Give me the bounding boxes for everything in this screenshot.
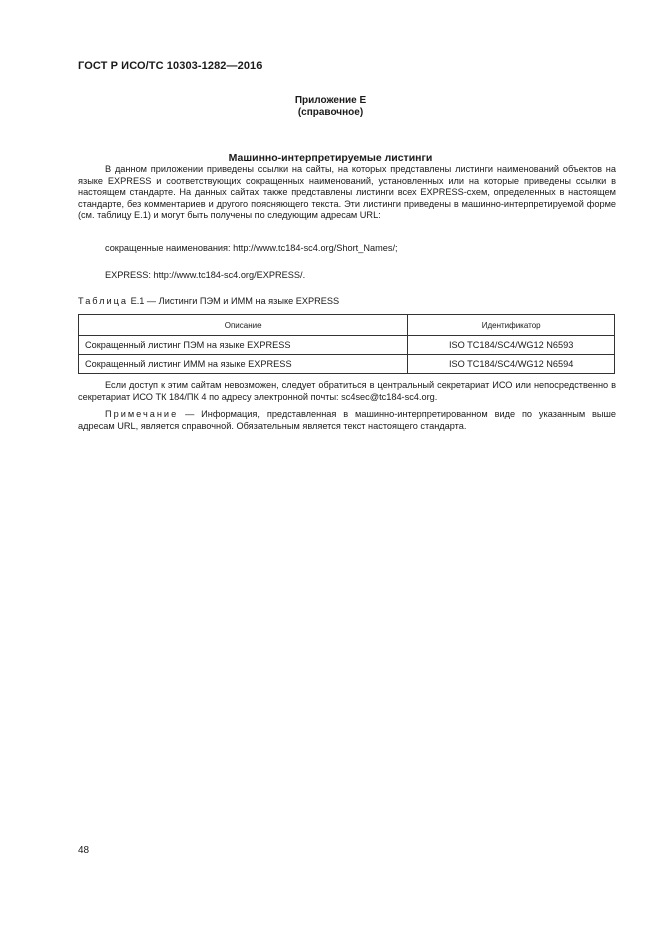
appendix-heading bbox=[0, 95, 661, 119]
short-names-link[interactable]: сокращенные наименования: http://www.tc184-sc4.org/Short_Names/; bbox=[105, 243, 398, 253]
listings-table bbox=[78, 314, 615, 374]
table-caption-prefix: Таблица bbox=[78, 296, 129, 306]
table-caption bbox=[78, 296, 339, 306]
header-identifier: Идентификатор bbox=[408, 315, 615, 336]
table-row bbox=[79, 336, 615, 355]
row-identifier: ISO TC184/SC4/WG12 N6594 bbox=[408, 355, 615, 374]
document-code: ГОСТ Р ИСО/ТС 10303-1282—2016 bbox=[78, 60, 263, 72]
note-label: Примечание bbox=[105, 409, 179, 419]
table-header-row bbox=[79, 315, 615, 336]
note-text: — Информация, представленная в машинно-интерпретированном виде по указанным выше адресам URL, является справочной. Обязательным является текст настоящего стандарта. bbox=[78, 409, 616, 431]
page-number: 48 bbox=[78, 845, 90, 856]
express-link[interactable]: EXPRESS: http://www.tc184-sc4.org/EXPRESS/. bbox=[105, 270, 306, 280]
intro-paragraph: В данном приложении приведены ссылки на сайты, на которых представлены листинги наименований объектов на языке EXPRESS и соответствующих сокращенных наименований, установленных или на которые приведены ссылки в настоящем стандарте. На данных сайтах также представлены листинги всех EXPRESS-схем, определенных в настоящем стандарте, без комментариев и другого поясняющего текста. Эти листинги приведены в машинно-интерпретируемой форме (см. таблицу E.1) и могут быть получены по следующим адресам URL: bbox=[78, 164, 616, 221]
note-paragraph bbox=[78, 409, 616, 432]
table-caption-text: E.1 — Листинги ПЭМ и ИММ на языке EXPRESS bbox=[130, 296, 340, 306]
access-paragraph: Если доступ к этим сайтам невозможен, следует обратиться в центральный секретариат ИСО или непосредственно в секретариат ИСО ТК 184/ПК 4 по адресу электронной почты: sc4sec@tc184-sc4.org. bbox=[78, 380, 616, 402]
row-description: Сокращенный листинг ПЭМ на языке EXPRESS bbox=[79, 336, 408, 355]
header-description: Описание bbox=[79, 315, 408, 336]
appendix-title: Приложение E bbox=[294, 95, 367, 106]
row-identifier: ISO TC184/SC4/WG12 N6593 bbox=[408, 336, 615, 355]
table-row bbox=[79, 355, 615, 374]
appendix-subtitle: (справочное) bbox=[297, 107, 364, 118]
row-description: Сокращенный листинг ИММ на языке EXPRESS bbox=[79, 355, 408, 374]
section-title: Машинно-интерпретируемые листинги bbox=[228, 152, 433, 164]
